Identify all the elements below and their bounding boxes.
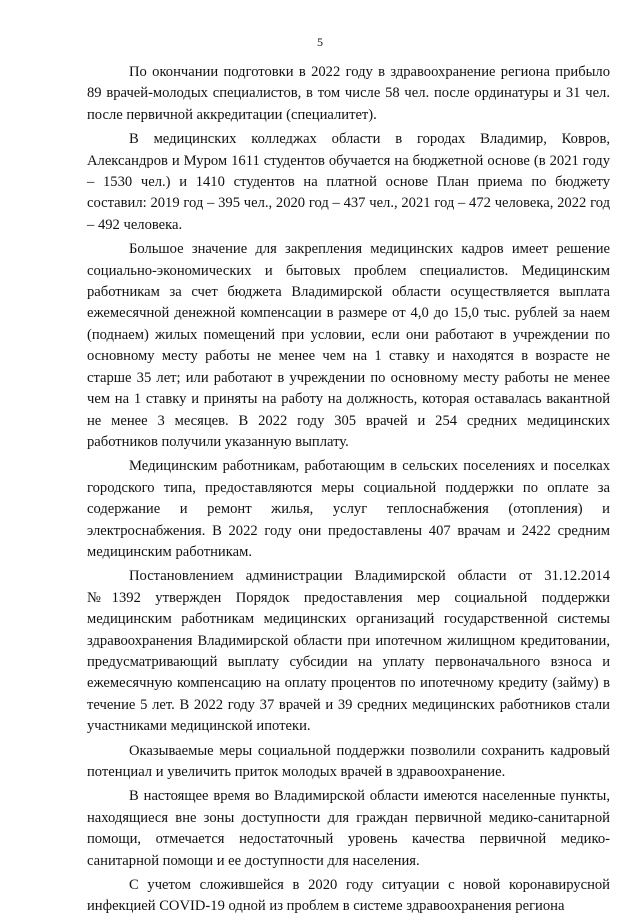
paragraph-mortgage-decree: Постановлением администрации Владимирской области от 31.12.2014 №1392 утвержден Порядок предоставления мер социальной поддержки медицинским работникам медицинских организаций государственной системы здравоохранения Владимирской области при ипотечном жилищном кредитовании, предусматривающий выплату субсидии на уплату первоначального взноса и ежемесячную компенсацию на оплату процентов по ипотечному кредиту (займу) в течение 5 лет. В 2022 году 37 врачей и 39 средних медицинских работников стали участниками медицинской ипотеки. [87,568,610,735]
paragraph-housing-compensation: Большое значение для закрепления медицинских кадров имеет решение социально-экономических и бытовых проблем специалистов. Медицинским работникам за счет бюджета Владимирской области осуществляется выплата ежемесячной денежной компенсации в размере от 4,0 до 15,0 тыс. рублей за наем (поднаем) жилых помещений при условии, если они работают в учреждении по основному месту работы не менее чем на 1 ставку и находятся в возрасте не старше 35 лет; или работают в учреждении по основному месту работы не менее чем на 1 ставку и приняты на работу на должность, которая оставалась вакантной не менее 3 месяцев. В 2022 году 305 врачей и 254 средних медицинских работников получили указанную выплату. [87,241,610,450]
paragraph-rural-support: Медицинским работникам, работающим в сельских поселениях и поселках городского типа, предоставляются меры социальной поддержки по оплате за содержание и ремонт жилья, услуг теплоснабжения (отопления) и электроснабжения. В 2022 году они предоставлены 407 врачам и 2422 средним медицинским работникам. [87,458,610,560]
page-number: 5 [317,35,323,49]
paragraph-support-result: Оказываемые меры социальной поддержки позволили сохранить кадровый потенциал и увеличить приток молодых врачей в здравоохранение. [87,742,610,780]
document-body [87,62,610,921]
paragraph-colleges: В медицинских колледжах области в городах Владимир, Ковров, Александров и Муром 1611 студентов обучается на бюджетной основе (в 2021 году – 1530 чел.) и 1410 студентов на платной основе План приема по бюджету составил: 2019 год – 395 чел., 2020 год – 437 чел., 2021 год – 472 человека, 2022 год – 492 человека. [87,131,610,233]
paragraph-covid: С учетом сложившейся в 2020 году ситуации с новой коронавирусной инфекцией COVID-19 одной из проблем в системе здравоохранения региона [87,877,610,915]
paragraph-graduates: По окончании подготовки в 2022 году в здравоохранение региона прибыло 89 врачей-молодых специалистов, в том числе 58 чел. после ординатуры и 31 чел. после первичной аккредитации (специалитет). [87,64,610,123]
paragraph-accessibility: В настоящее время во Владимирской области имеются населенные пункты, находящиеся вне зоны доступности для граждан первичной медико-санитарной помощи, отмечается недостаточный уровень качества первичной медико-санитарной помощи и ее доступности для населения. [87,788,610,869]
